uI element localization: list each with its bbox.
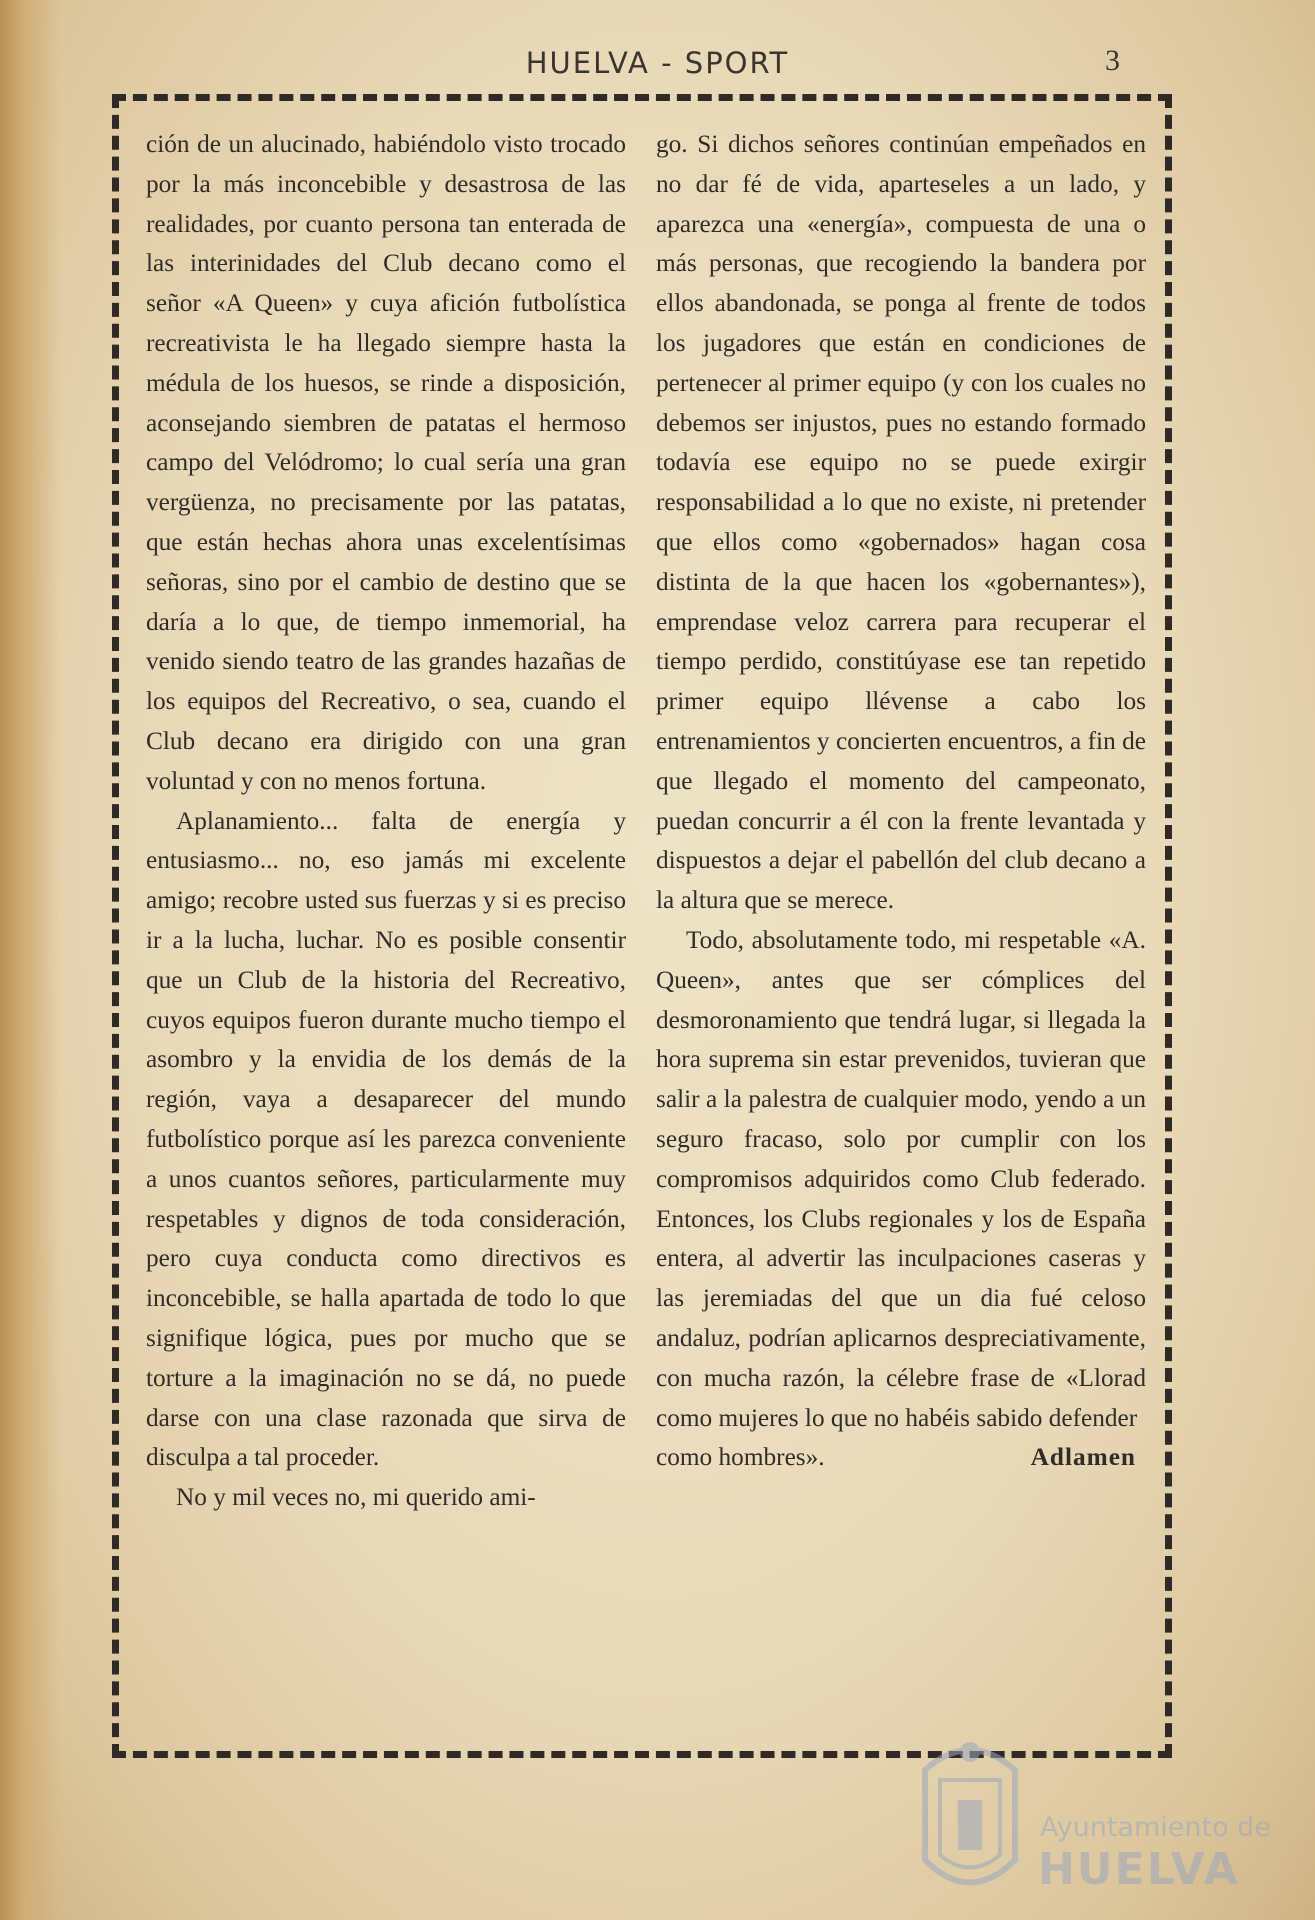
left-column bbox=[146, 125, 626, 1518]
page-edge-shadow bbox=[0, 0, 60, 1920]
city-crest-icon bbox=[900, 1720, 1040, 1910]
right-column bbox=[656, 125, 1146, 1478]
watermark-org: Ayuntamiento de bbox=[1040, 1812, 1271, 1843]
paragraph: Aplanamiento... falta de energía y entusiasmo... no, eso jamás mi excelente amigo; recobre usted sus fuerzas y si es preciso ir a la lucha, luchar. No es posible consentir que un Club de la historia del Recreativo, cuyos equipos fueron durante mucho tiempo el asombro y la envidia de los demás de la región, vaya a desaparecer del mundo futbolístico porque así les parezca conveniente a unos cuantos señores, particularmente muy respetables y dignos de toda consideración, pero cuya conducta como directivos es inconcebible, se halla apartada de todo lo que signifique lógica, pues por mucho que se torture a la imaginación no se dá, no puede darse con una clase razonada que sirva de disculpa a tal proceder. bbox=[146, 806, 626, 1472]
page-header bbox=[0, 40, 1315, 90]
paragraph: Todo, absolutamente todo, mi respetable «A. Queen», antes que ser cómplices del desmoronamiento que tendrá lugar, si llegada la hora suprema sin estar prevenidos, tuvieran que salir a la palestra de cualquier modo, yendo a un seguro fracaso, solo por cumplir con los compromisos adquiridos como Club federado. Entonces, los Clubs regionales y los de España entera, al advertir las inculpaciones caseras y las jeremiadas del que un dia fué celoso andaluz, podrían aplicarnos despreciativamente, con mucha razón, la célebre frase de «Llorad como mujeres lo que no habéis sabido defender bbox=[656, 925, 1146, 1432]
paragraph: No y mil veces no, mi querido ami- bbox=[176, 1483, 536, 1512]
running-title: HUELVA - SPORT bbox=[525, 46, 790, 80]
page-number: 3 bbox=[1105, 44, 1120, 77]
paragraph: ción de un alucinado, habiéndolo visto trocado por la más inconcebible y desastrosa de las realidades, por cuanto persona tan enterada de las interinidades del Club decano como el señor «A Queen» y cuya afición futbolística recreativista le ha llegado siempre hasta la médula de los huesos, se rinde a disposición, aconsejando siembren de patatas el hermoso campo del Velódromo; lo cual sería una gran vergüenza, no precisamente por las patatas, que están hechas ahora unas excelentísimas señoras, sino por el cambio de destino que se daría a lo que, de tiempo inmemorial, ha venido siendo teatro de las grandes hazañas de los equipos del Recreativo, o sea, cuando el Club decano era dirigido con una gran voluntad y con no menos fortuna. bbox=[146, 130, 626, 795]
closing-text: como hombres». bbox=[656, 1443, 825, 1472]
watermark-city: HUELVA bbox=[1038, 1844, 1240, 1895]
author-signature: Adlamen bbox=[1030, 1443, 1136, 1472]
closing-line bbox=[656, 1438, 1146, 1478]
paragraph: go. Si dichos señores continúan empeñados en no dar fé de vida, aparteseles a un lado, y aparezca una «energía», compuesta de una o más personas, que recogiendo la bandera por ellos abandonada, se ponga al frente de todos los jugadores que están en condiciones de pertenecer al primer equipo (y con los cuales no debemos ser injustos, pues no estando formado todavía ese equipo no se puede exirgir responsabilidad a lo que no existe, ni pretender que ellos como «gobernados» hagan cosa distinta de la que hacen los «gobernantes»), emprendase veloz carrera para recuperar el tiempo perdido, constitúyase ese tan repetido primer equipo llévense a cabo los entrenamientos y concierten encuentros, a fin de que llegado el momento del campeonato, puedan concurrir a él con la frente levantada y dispuestos a dejar el pabellón del club decano a la altura que se merece. bbox=[656, 130, 1146, 915]
watermark-logo bbox=[900, 1720, 1271, 1910]
